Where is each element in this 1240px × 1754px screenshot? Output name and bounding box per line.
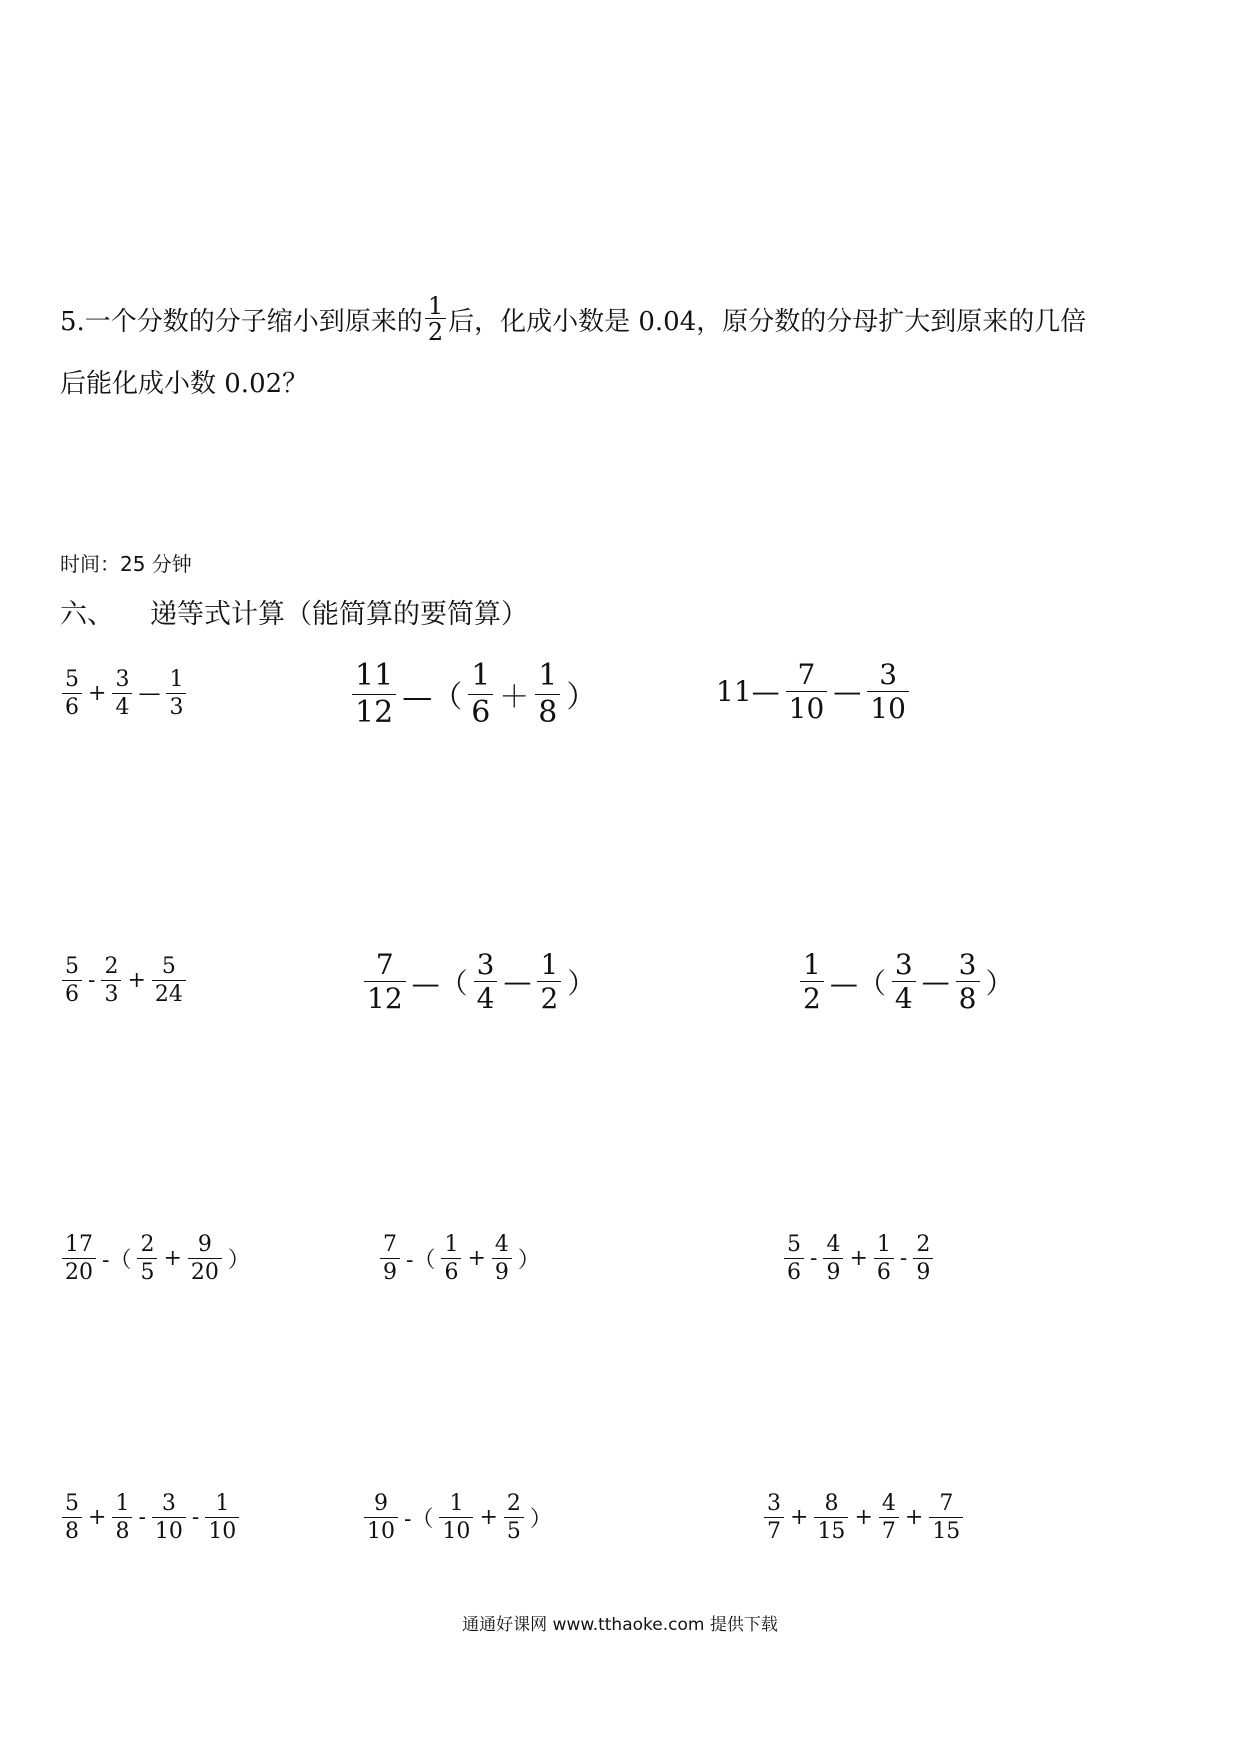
fraction-denominator: 15 — [929, 1517, 963, 1543]
fraction-denominator: 6 — [62, 980, 82, 1006]
fraction-denominator: 6 — [468, 694, 493, 729]
fraction-denominator: 10 — [439, 1517, 473, 1543]
operator: -（ — [406, 1248, 436, 1274]
fraction — [874, 1233, 894, 1284]
fraction — [956, 950, 980, 1014]
fraction-denominator: 10 — [867, 691, 909, 723]
footer-credit: 通通好课网 www.tthaoke.com 提供下载 — [462, 1615, 778, 1635]
fraction — [62, 1492, 82, 1543]
fraction-denominator: 6 — [784, 1258, 804, 1284]
problem-r1c3 — [712, 660, 911, 724]
fraction-denominator: 9 — [823, 1258, 843, 1284]
operator: + — [467, 1246, 486, 1272]
fraction — [188, 1233, 222, 1284]
operator: —（ — [829, 966, 886, 1000]
fraction — [800, 950, 824, 1014]
problem-r4c2 — [362, 1492, 556, 1543]
fraction-numerator: 1 — [449, 1491, 464, 1516]
fraction-numerator: 1 — [876, 1232, 891, 1257]
operator: + — [127, 968, 146, 994]
fraction-numerator: 1 — [169, 667, 184, 692]
fraction-numerator: 5 — [65, 954, 79, 979]
fraction-denominator: 2 — [800, 981, 824, 1013]
fraction-numerator: 5 — [65, 667, 79, 692]
fraction — [439, 1492, 473, 1543]
fraction-denominator: 6 — [62, 693, 82, 719]
fraction-denominator: 9 — [492, 1258, 512, 1284]
fraction-numerator: 1 — [115, 1491, 130, 1516]
fraction — [786, 660, 828, 724]
question-5-text-a: 5.一个分数的分子缩小到原来的 — [60, 307, 423, 337]
fraction-numerator: 4 — [494, 1232, 509, 1257]
problem-r3c1 — [60, 1233, 254, 1284]
fraction — [152, 955, 186, 1006]
fraction-numerator: 4 — [881, 1491, 896, 1516]
fraction-numerator: 3 — [894, 948, 913, 981]
operator: 11— — [716, 675, 780, 709]
fraction-numerator: 7 — [375, 948, 394, 981]
problem-r2c2 — [362, 950, 599, 1014]
fraction-denominator: 2 — [537, 981, 561, 1013]
fraction — [535, 660, 560, 728]
fraction-numerator: 2 — [506, 1491, 521, 1516]
fraction-denominator: 6 — [441, 1258, 461, 1284]
fraction — [879, 1492, 899, 1543]
fraction-numerator: 8 — [824, 1491, 839, 1516]
fraction-denominator: 24 — [152, 980, 186, 1006]
fraction — [441, 1233, 461, 1284]
question-5-text-b: 后，化成小数是 0.04，原分数的分母扩大到原来的几倍 — [448, 307, 1087, 337]
fraction-denominator: 12 — [364, 981, 406, 1013]
operator: -（ — [404, 1507, 434, 1533]
fraction — [929, 1492, 963, 1543]
fraction-denominator: 12 — [352, 694, 396, 729]
fraction-denominator: 6 — [874, 1258, 894, 1284]
fraction-denominator: 8 — [535, 694, 560, 729]
operator: ） — [517, 1248, 540, 1274]
fraction-numerator: 9 — [374, 1491, 388, 1516]
fraction-numerator: 3 — [161, 1491, 176, 1516]
fraction — [205, 1492, 239, 1543]
operator: - — [191, 1505, 200, 1531]
operator: - — [810, 1246, 818, 1272]
fraction — [504, 1492, 524, 1543]
fraction — [537, 950, 561, 1014]
fraction — [892, 950, 916, 1014]
fraction-numerator: 2 — [104, 954, 119, 979]
operator: + — [849, 1246, 868, 1272]
fraction-numerator: 5 — [65, 1491, 79, 1516]
operator: + — [854, 1505, 873, 1531]
fraction-numerator: 17 — [65, 1232, 93, 1257]
fraction-numerator: 3 — [115, 667, 130, 692]
fraction-numerator: 3 — [767, 1491, 781, 1516]
fraction — [62, 668, 82, 719]
operator: ） — [985, 966, 1014, 1000]
fraction-denominator: 8 — [956, 981, 980, 1013]
fraction-denominator: 5 — [504, 1517, 524, 1543]
fraction — [823, 1233, 843, 1284]
operator: + — [479, 1505, 498, 1531]
question-5-line-1 — [60, 292, 1087, 348]
fraction-numerator: 7 — [797, 658, 816, 691]
fraction-denominator: 20 — [62, 1258, 96, 1284]
fraction-denominator: 10 — [364, 1517, 398, 1543]
fraction — [166, 668, 186, 719]
fraction — [913, 1233, 933, 1284]
fraction-denominator: 7 — [879, 1517, 899, 1543]
fraction — [380, 1233, 400, 1284]
fraction-denominator: 10 — [205, 1517, 239, 1543]
operator: — — [138, 681, 161, 707]
operator: + — [163, 1246, 182, 1272]
fraction-denominator: 9 — [913, 1258, 933, 1284]
fraction-denominator: 10 — [152, 1517, 186, 1543]
fraction-numerator: 9 — [197, 1232, 212, 1257]
fraction-denominator: 10 — [786, 691, 828, 723]
fraction — [867, 660, 909, 724]
fraction-numerator: 4 — [826, 1232, 841, 1257]
fraction-numerator: 7 — [939, 1491, 954, 1516]
fraction — [352, 660, 396, 728]
fraction — [474, 950, 498, 1014]
fraction-denominator: 8 — [62, 1517, 82, 1543]
fraction-denominator: 2 — [425, 318, 446, 344]
fraction-numerator: 3 — [958, 948, 977, 981]
fraction — [101, 955, 121, 1006]
fraction-denominator: 4 — [112, 693, 132, 719]
fraction — [62, 955, 82, 1006]
operator: ） — [529, 1507, 552, 1533]
fraction-numerator: 1 — [540, 948, 559, 981]
fraction-numerator: 5 — [161, 954, 176, 979]
operator: ） — [567, 966, 596, 1000]
problem-r4c1 — [60, 1492, 241, 1543]
question-5-line-2: 后能化成小数 0.02？ — [60, 369, 309, 399]
fraction-denominator: 8 — [112, 1517, 132, 1543]
fraction-numerator: 3 — [879, 658, 898, 691]
fraction-numerator: 1 — [427, 292, 444, 320]
operator: + — [790, 1505, 809, 1531]
fraction-numerator: 5 — [787, 1232, 801, 1257]
fraction-numerator: 3 — [476, 948, 495, 981]
fraction-denominator: 4 — [892, 981, 916, 1013]
fraction — [112, 1492, 132, 1543]
fraction-numerator: 2 — [140, 1232, 155, 1257]
fraction — [468, 660, 493, 728]
operator: - — [88, 968, 96, 994]
fraction-denominator: 5 — [137, 1258, 157, 1284]
fraction-numerator: 11 — [355, 658, 394, 693]
fraction — [764, 1492, 784, 1543]
operator: — — [503, 965, 532, 999]
fraction-denominator: 7 — [764, 1517, 784, 1543]
fraction-numerator: 1 — [803, 948, 821, 981]
operator: — — [833, 675, 862, 709]
fraction-denominator: 3 — [166, 693, 186, 719]
operator: + — [88, 1505, 107, 1531]
section-title — [60, 592, 528, 631]
fraction-numerator: 1 — [215, 1491, 230, 1516]
operator: + — [904, 1505, 924, 1531]
fraction — [814, 1492, 848, 1543]
fraction — [152, 1492, 186, 1543]
operator: —（ — [411, 966, 468, 1000]
operator: - — [899, 1246, 908, 1272]
fraction-numerator: 1 — [538, 658, 558, 693]
fraction — [62, 1233, 96, 1284]
problem-r2c1 — [60, 955, 188, 1006]
fraction-numerator: 1 — [471, 658, 491, 693]
fraction-numerator: 2 — [916, 1232, 931, 1257]
fraction — [137, 1233, 157, 1284]
fraction-denominator: 3 — [101, 980, 121, 1006]
problem-r4c3 — [762, 1492, 965, 1543]
fraction-denominator: 9 — [380, 1258, 400, 1284]
operator: -（ — [102, 1248, 132, 1274]
fraction — [492, 1233, 512, 1284]
operator: — — [921, 965, 950, 999]
problem-r1c1 — [60, 668, 188, 719]
operator: ＋ — [499, 680, 530, 715]
operator: —（ — [402, 680, 463, 715]
problem-r2c3 — [798, 950, 1018, 1014]
fraction — [364, 1492, 398, 1543]
fraction-denominator: 20 — [188, 1258, 222, 1284]
fraction — [364, 950, 406, 1014]
fraction-numerator: 7 — [383, 1232, 397, 1257]
section-heading: 递等式计算（能简算的要简算） — [150, 599, 528, 630]
fraction — [784, 1233, 804, 1284]
fraction-numerator: 1 — [444, 1232, 459, 1257]
fraction — [112, 668, 132, 719]
problem-r3c2 — [378, 1233, 544, 1284]
operator: - — [138, 1505, 146, 1531]
fraction-denominator: 15 — [814, 1517, 848, 1543]
fraction-denominator: 4 — [474, 981, 498, 1013]
operator: + — [88, 681, 107, 707]
time-label: 时间：25 分钟 — [60, 552, 192, 576]
section-number: 六、 — [60, 599, 114, 630]
fraction-one-half — [425, 294, 446, 344]
problem-r3c3 — [782, 1233, 935, 1284]
operator: ） — [566, 680, 597, 715]
problem-r1c2 — [350, 660, 600, 728]
operator: ） — [227, 1248, 250, 1274]
